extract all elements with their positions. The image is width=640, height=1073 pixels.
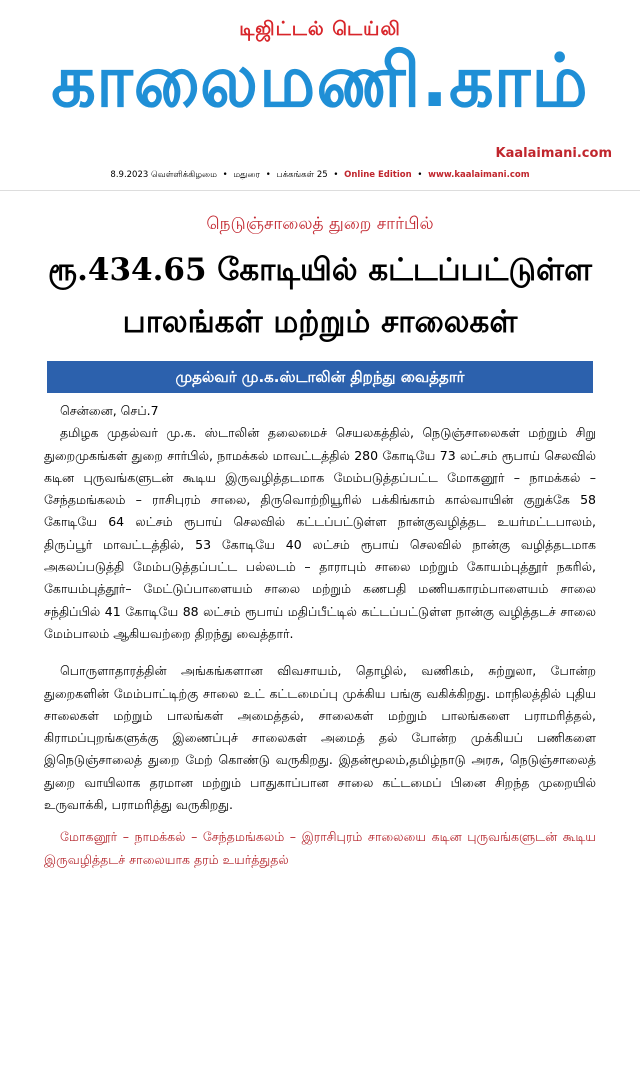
site-name[interactable]: Kaalaimani.com: [495, 146, 612, 161]
subheadline-band: முதல்வர் மு.க.ஸ்டாலின் திறந்து வைத்தார்: [47, 361, 593, 393]
edition-label: Online Edition: [344, 170, 412, 180]
page-count: பக்கங்கள் 25: [276, 170, 328, 180]
headline-line-2: பாலங்கள் மற்றும் சாலைகள்: [122, 304, 518, 340]
bullet-separator-icon: •: [222, 170, 228, 180]
masthead: [0, 0, 640, 192]
article-dateline: சென்னை, செப்.7: [60, 403, 159, 418]
article-paragraph: தமிழக முதல்வர் மு.க. ஸ்டாலின் தலைமைச் செயலகத்தில், நெடுஞ்சாலைகள் மற்றும் சிறு துறைமுகங்கள் துறை சார்பில், நாமக்கல் மாவட்டத்தில் 280 கோடியே 73 லட்சம் ரூபாய் செலவில் கடின புருவங்களுடன் கூடிய இருவழித்தடமாக மேம்படுத்தப்பட்ட மோகனூர் – நாமக்கல் – சேந்தமங்கலம் – ராசிபுரம் சாலை, திருவொற்றியூரில் பக்கிங்காம் கால்வாயின் குறுக்கே 58 கோடியே 64 லட்சம் ரூபாய் செலவில் கட்டப்பட்டுள்ள நான்குவழித்தட உயர்மட்டபாலம், திருப்பூர் மாவட்டத்தில், 53 கோடியே 40 லட்சம் ரூபாய் செலவில் நான்கு வழித்தடமாக அகலப்படுத்தி மேம்படுத்தப்பட்ட பல்லடம் – தாராபும் சாலை மற்றும் கோயம்புத்தூர் நகரில், கோயம்புத்தூர்– மேட்டுப்பாளையம் சாலை மற்றும் கணபதி மணியகாரம்பாளையம் சாலை சந்திப்பில் 41 கோடியே 88 லட்சம் ரூபாய் மதிப்பீட்டில் கட்டப்பட்டுள்ள நான்கு வழித்தடச் சாலை மேம்பாலம் ஆகியவற்றை திறந்து வைத்தார்.: [44, 425, 596, 641]
edition-city: மதுரை: [233, 170, 260, 180]
issue-date: 8.9.2023 வெள்ளிக்கிழமை: [110, 170, 217, 180]
website-link[interactable]: www.kaalaimani.com: [428, 170, 530, 180]
bullet-separator-icon: •: [265, 170, 271, 180]
masthead-tagline: டிஜிட்டல் டெய்லி: [239, 18, 401, 40]
article-kicker: நெடுஞ்சாலைத் துறை சார்பில்: [206, 214, 434, 234]
edition-info-bar: [0, 170, 640, 181]
bullet-separator-icon: •: [417, 170, 423, 180]
article-headline: [0, 244, 640, 348]
section-subheading: மோகனூர் – நாமக்கல் – சேந்தமங்கலம் – இராசிபுரம் சாலையை கடின புருவங்களுடன் கூடிய இருவழித்தடச் சாலையாக தரம் உயர்த்துதல்: [44, 829, 596, 867]
bullet-separator-icon: •: [333, 170, 339, 180]
headline-line-1: ரூ.434.65 கோடியில் கட்டப்பட்டுள்ள: [48, 252, 592, 288]
article-paragraph: பொருளாதாரத்தின் அங்கங்களான விவசாயம், தொழில், வணிகம், சுற்றுலா, போன்ற துறைகளின் மேம்பாட்டிற்கு சாலை உட் கட்டமைப்பு முக்கிய பங்கு வகிக்கிறது. மாநிலத்தில் புதிய சாலைகள் மற்றும் பாலங்கள் அமைத்தல், சாலைகள் மற்றும் பாலங்களை பராமரித்தல், கிராமப்புறங்களுக்கு இணைப்புச் சாலைகள் அமைத் தல் போன்ற முக்கியப் பணிகளை இநெடுஞ்சாலைத் துறை மேற் கொண்டு வருகிறது. இதன்மூலம்,தமிழ்நாடு அரசு, நெடுஞ்சாலைத் துறை வாயிலாக தரமான மற்றும் பாதுகாப்பான சாலை கட்டமைப் பினை சிறந்த முறையில் உருவாக்கி, பராமரித்து வருகிறது.: [44, 663, 596, 813]
article-body: [44, 400, 596, 871]
masthead-divider: [0, 190, 640, 191]
newspaper-logo[interactable]: காலைமணி.காம்: [51, 37, 589, 125]
